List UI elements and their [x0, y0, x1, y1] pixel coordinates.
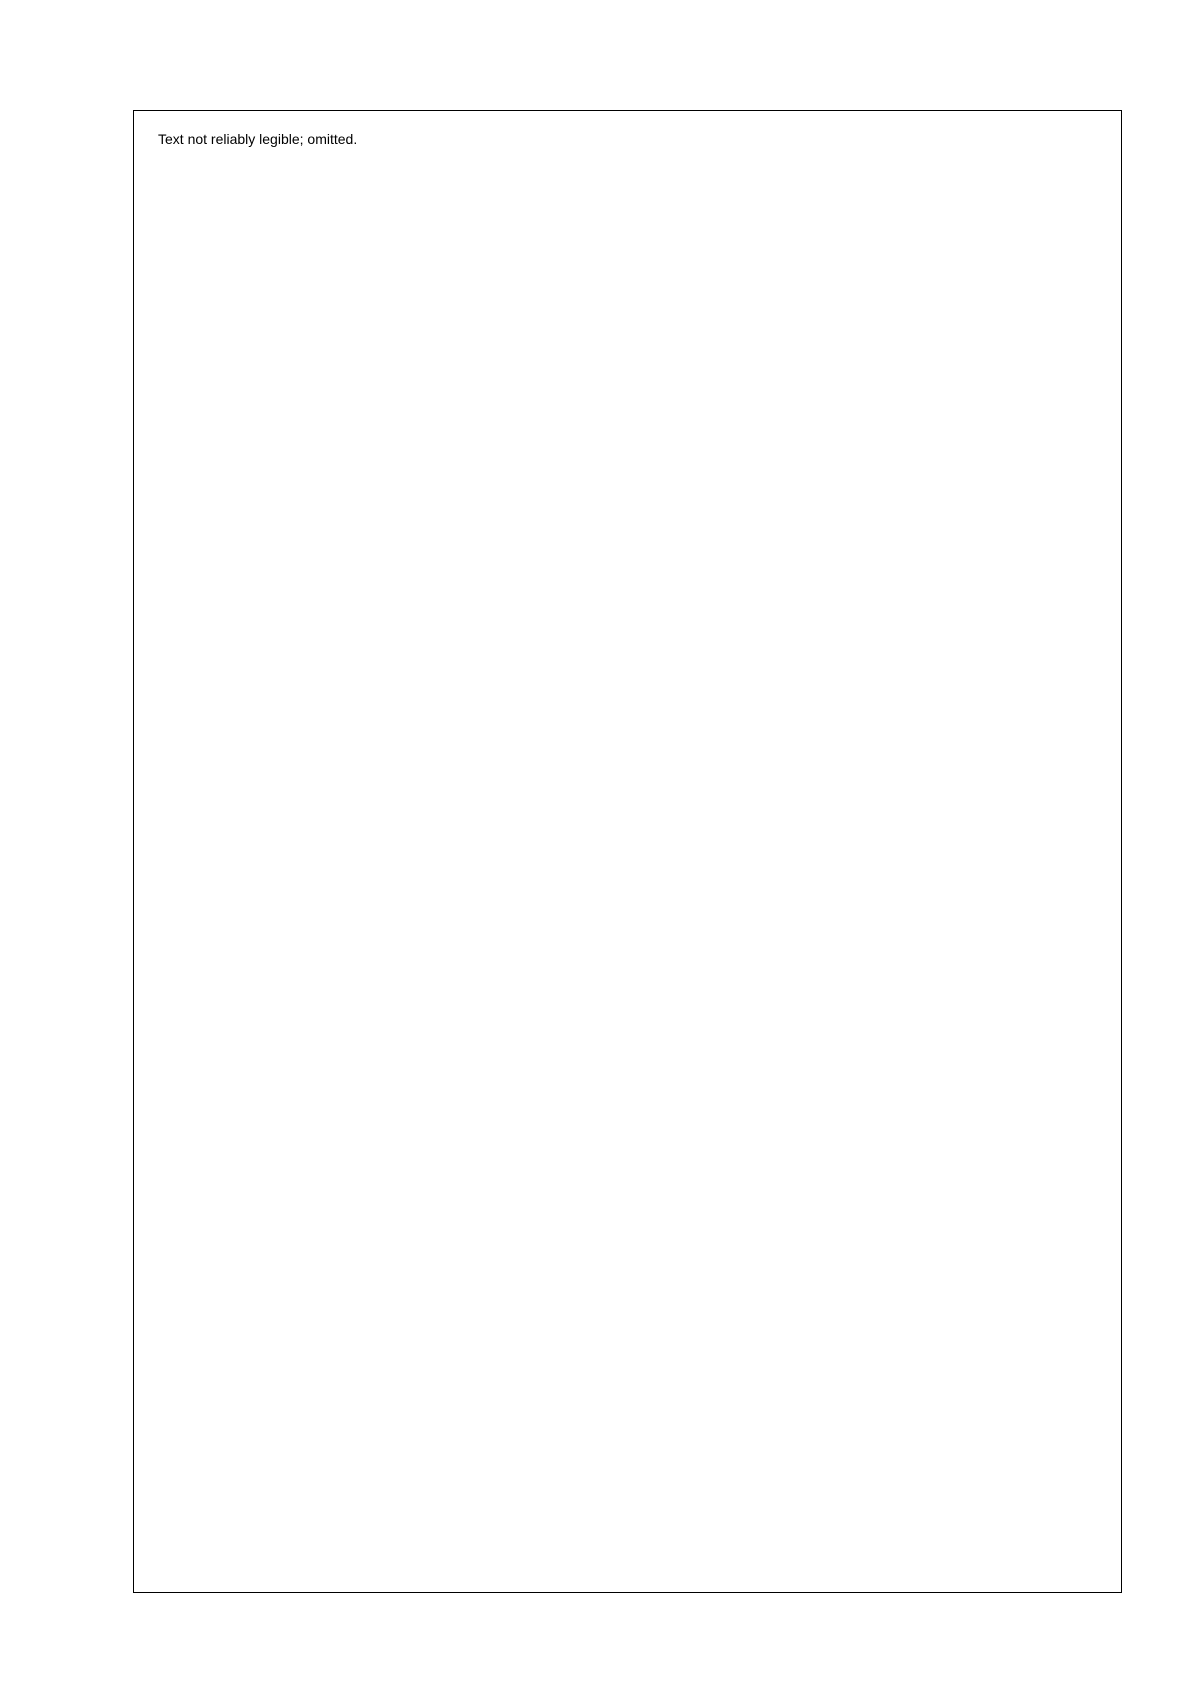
document-table: [133, 110, 1122, 1593]
note: Text not reliably legible; omitted.: [158, 131, 358, 147]
